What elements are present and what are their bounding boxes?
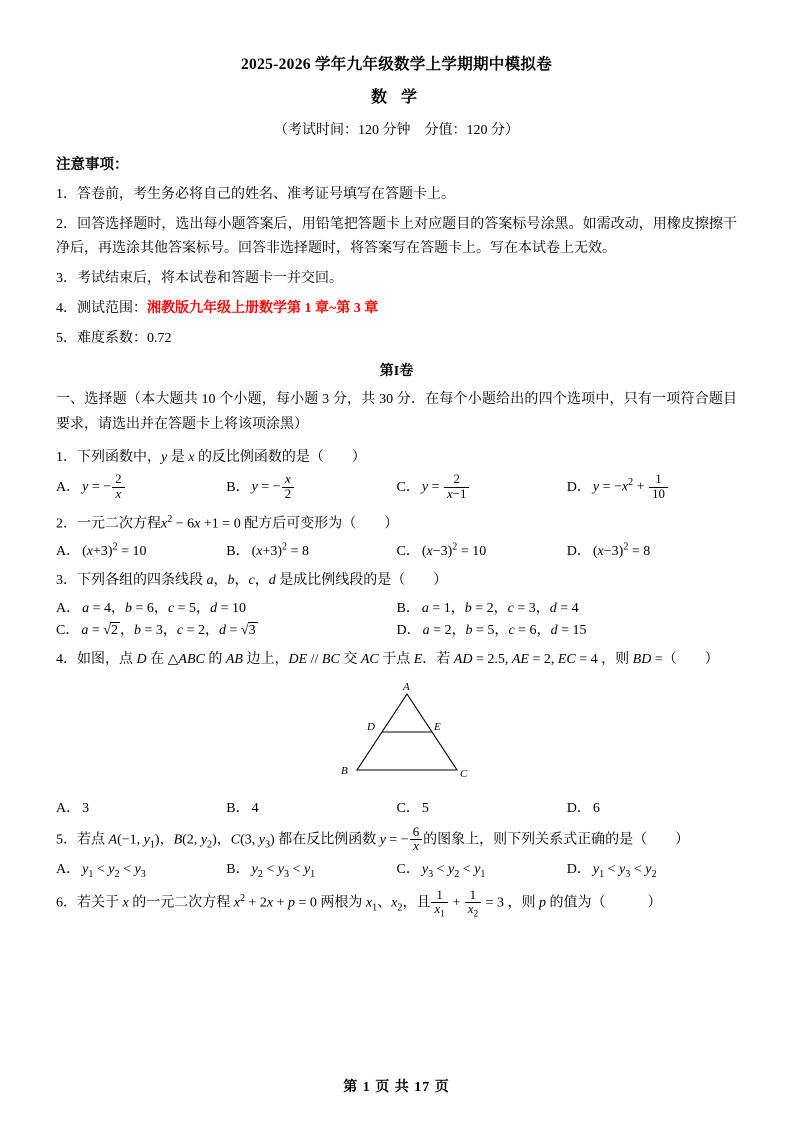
footer-total-pages: 17	[414, 1080, 431, 1095]
option-d[interactable]: D． $(x-3)^2 = 8$	[566, 541, 651, 560]
option-c[interactable]: C． $y_3 < y_2 < y_1$	[396, 862, 486, 880]
page-footer: 第 1 页 共 17 页	[343, 1080, 450, 1095]
note-range-value: 湘教版九年级上册数学第 1 章~第 3 章	[147, 301, 379, 317]
question-options	[56, 797, 737, 817]
option-c[interactable]: C． 5	[396, 800, 429, 816]
volume-label: 第I卷	[379, 364, 414, 380]
option-a[interactable]: A． y = − $\frac{2}{x}$	[56, 473, 226, 501]
question-stem: 6．若关于 x 的一元二次方程 $x^2 + 2x + p = 0$ 两根为 $x_1$、$x_2$，且 $\frac{1}{x_1}$ + $\frac{1}{x_2}$ = 3 ，则 p 的值为（ ）	[56, 887, 662, 921]
question-number: 5．	[56, 832, 77, 848]
svg-text:E: E	[433, 720, 441, 733]
option-b[interactable]: B． $(x+3)^2 = 8$	[226, 541, 309, 560]
question-number: 2．	[56, 516, 77, 532]
note-range-prefix: 4．测试范围：	[56, 301, 147, 317]
note-item-difficulty: 5．难度系数：0.72	[56, 331, 172, 347]
option-b[interactable]: B． 4	[226, 800, 259, 816]
question-options	[56, 858, 737, 880]
exam-meta: （考试时间：120 分钟 分值：120 分）	[274, 123, 519, 138]
section-heading: 一、选择题（本大题共 10 个小题，每小题 3 分，共 30 分．在每个小题给出的四个选项中，只有一项符合题目要求，请选出并在答题卡上将该项涂黑）	[56, 392, 737, 432]
option-a[interactable]: A． $(x+3)^2 = 10$	[56, 541, 147, 560]
option-a[interactable]: A． $y_1 < y_2 < y_3$	[56, 862, 146, 880]
option-b[interactable]: B． y = − $\frac{x}{2}$	[226, 473, 396, 501]
option-a[interactable]: A． 3	[56, 800, 90, 816]
note-item-range	[56, 297, 737, 321]
note-item: 2．回答选择题时，选出每小题答案后，用铅笔把答题卡上对应题目的答案标号涂黑。如需改动，用橡皮擦擦干净后，再选涂其他答案标号。回答非选择题时，将答案写在答题卡上。写在本试卷上无效。	[56, 217, 737, 257]
svg-text:B: B	[340, 764, 348, 777]
question-stem: 5．若点 A(−1, $y_1$)，B(2, $y_2$)，C(3, $y_3$) 都在反比例函数 y = − $\frac{6}{x}$ 的图象上，则下列关系式正确的是（ ）	[56, 824, 690, 854]
page-title: 2025-2026 学年九年级数学上学期期中模拟卷	[240, 56, 553, 73]
question-stem: 1．下列函数中，y 是 x 的反比例函数的是（ ）	[56, 449, 366, 465]
option-c[interactable]: C． a = √2 ，b = 3，c = 2，d = √3	[56, 622, 256, 638]
question-stem: 3．下列各组的四条线段 a，b，c，d 是成比例线段的是（ ）	[56, 573, 448, 589]
question-stem: 2．一元二次方程$x^2 - 6x +1 = 0$ 配方后可变形为（ ）	[56, 513, 399, 532]
svg-text:C: C	[459, 767, 467, 780]
option-b[interactable]: B． $y_2 < y_3 < y_1$	[226, 862, 316, 880]
option-a[interactable]: A． a = 4，b = 6，c = 5，d = 10	[56, 600, 246, 616]
triangle-figure	[56, 678, 737, 793]
question-number: 1．	[56, 449, 77, 465]
option-d[interactable]: D． $y = -x^2$ + $\frac{1}{10}$	[567, 473, 737, 501]
option-d[interactable]: D． $y_1 < y_3 < y_2$	[566, 862, 657, 880]
question-stem: 4．如图，点 D 在 △ABC 的 AB 边上，DE // BC 交 AC 于点 E．若 AD = 2.5, AE = 2, EC = 4 ，则 BD =（ ）	[56, 651, 719, 667]
triangle-diagram-svg	[297, 678, 497, 788]
footer-page-number: 1	[362, 1080, 371, 1095]
question-options	[56, 473, 737, 501]
notes-heading: 注意事项：	[56, 157, 129, 173]
note-item: 3．考试结束后，将本试卷和答题卡一并交回。	[56, 271, 343, 287]
question-number: 4．	[56, 651, 77, 667]
option-b[interactable]: B． a = 1，b = 2，c = 3，d = 4	[396, 600, 579, 616]
note-item: 1．答卷前，考生务必将自己的姓名、准考证号填写在答题卡上。	[56, 187, 455, 202]
question-options	[56, 619, 737, 639]
svg-text:D: D	[366, 720, 375, 733]
option-c[interactable]: C． $(x-3)^2 = 10$	[396, 541, 487, 560]
option-d[interactable]: D． a = 2，b = 5，c = 6，d = 15	[396, 622, 587, 638]
option-d[interactable]: D． 6	[566, 800, 600, 816]
question-number: 3．	[56, 573, 77, 589]
question-options	[56, 597, 737, 617]
option-c[interactable]: C． y = $\frac{2}{x-1}$	[397, 473, 567, 501]
question-number: 6．	[56, 895, 77, 911]
svg-text:A: A	[402, 680, 410, 693]
subject-title: 数 学	[370, 89, 422, 106]
question-options	[56, 540, 737, 560]
